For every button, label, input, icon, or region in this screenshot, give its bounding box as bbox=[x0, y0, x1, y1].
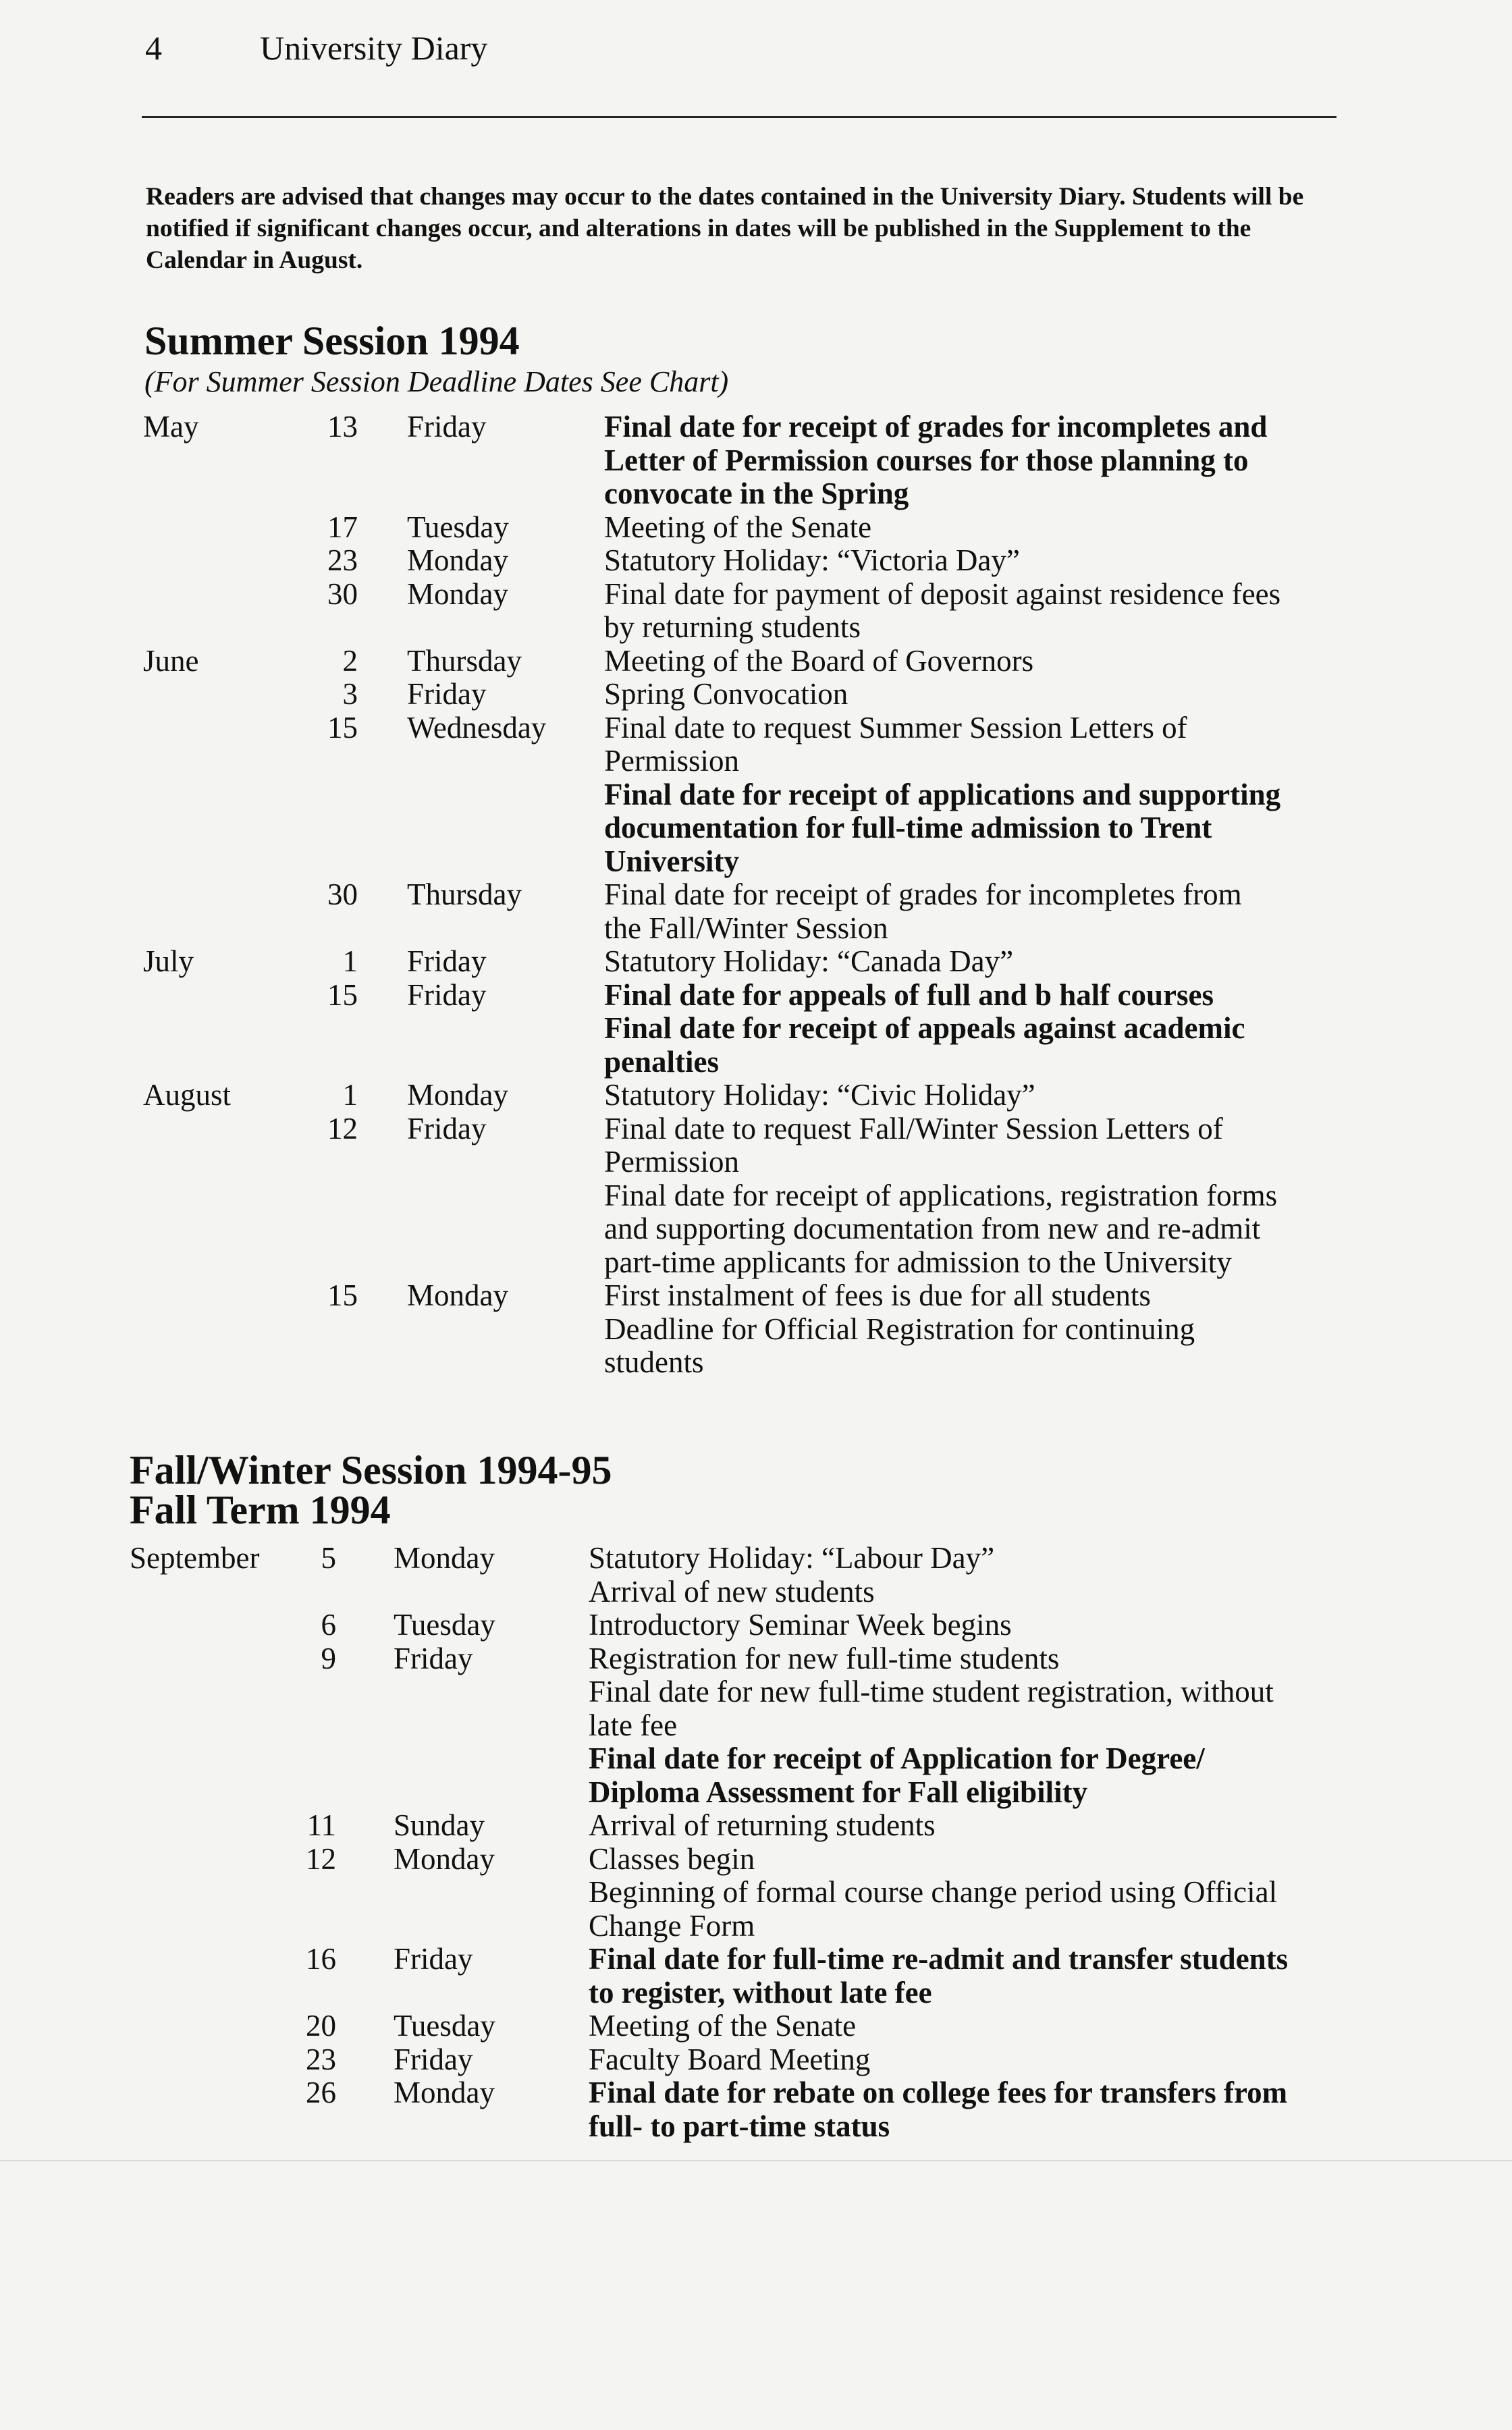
schedule-event: Final date for new full-time student registration, without late fee bbox=[589, 1675, 1274, 1742]
schedule-weekday: Thursday bbox=[407, 878, 522, 911]
schedule-event: Registration for new full-time students bbox=[589, 1641, 1060, 1675]
summer-session-title: Summer Session 1994 bbox=[144, 319, 520, 363]
fall-winter-session-title: Fall/Winter Session 1994-95 bbox=[130, 1448, 612, 1492]
schedule-day: 1 bbox=[342, 944, 358, 978]
schedule-row bbox=[0, 645, 1512, 678]
schedule-event: Final date to request Fall/Winter Session Letters of Permission bbox=[604, 1111, 1223, 1179]
schedule-row bbox=[0, 1642, 1512, 1676]
schedule-month: August bbox=[143, 1078, 232, 1112]
schedule-row bbox=[0, 1809, 1512, 1843]
schedule-row bbox=[0, 1943, 1512, 2009]
fall-term-title: Fall Term 1994 bbox=[130, 1488, 391, 1532]
schedule-event: First instalment of fees is due for all students bbox=[604, 1278, 1151, 1312]
schedule-row bbox=[0, 1179, 1512, 1280]
schedule-month: May bbox=[143, 410, 199, 443]
running-title: University Diary bbox=[260, 29, 488, 67]
schedule-row bbox=[0, 1843, 1512, 1877]
schedule-row bbox=[0, 1575, 1512, 1609]
schedule-weekday: Tuesday bbox=[407, 510, 509, 544]
schedule-row bbox=[0, 711, 1512, 778]
schedule-row bbox=[0, 1742, 1512, 1809]
schedule-day: 23 bbox=[327, 543, 358, 577]
schedule-row bbox=[0, 1079, 1512, 1112]
schedule-row bbox=[0, 511, 1512, 545]
schedule-event: Final date for receipt of applications, registration forms and supporting documentation from new and re-admit part-time applicants for admission to the University bbox=[604, 1178, 1278, 1279]
schedule-event: Final date for full-time re-admit and transfer students to register, without late fee bbox=[589, 1942, 1289, 2009]
schedule-row bbox=[0, 778, 1512, 879]
schedule-weekday: Friday bbox=[407, 977, 487, 1012]
schedule-weekday: Monday bbox=[394, 1841, 495, 1876]
readers-notice: Readers are advised that changes may occur to the dates contained in the University Diary. Students will be notified if significant changes occur, and alterations in dates will be published in the Supplement to the Calendar in August. bbox=[146, 183, 1304, 274]
schedule-day: 15 bbox=[327, 977, 358, 1012]
schedule-weekday: Monday bbox=[407, 1278, 508, 1312]
schedule-day: 26 bbox=[306, 2076, 336, 2109]
schedule-weekday: Sunday bbox=[394, 1808, 485, 1842]
schedule-event: Arrival of new students bbox=[589, 1574, 875, 1609]
schedule-weekday: Monday bbox=[407, 1078, 508, 1112]
schedule-event: Final date for receipt of grades for incompletes from the Fall/Winter Session bbox=[604, 878, 1242, 945]
schedule-day: 16 bbox=[306, 1942, 336, 1976]
schedule-event: Statutory Holiday: “Civic Holiday” bbox=[604, 1078, 1035, 1112]
schedule-row bbox=[0, 945, 1512, 979]
summer-session-subtitle: (For Summer Session Deadline Dates See Chart) bbox=[144, 365, 729, 398]
schedule-row bbox=[0, 1313, 1512, 1380]
schedule-weekday: Wednesday bbox=[407, 710, 547, 745]
schedule-row bbox=[0, 979, 1512, 1013]
page-number: 4 bbox=[145, 29, 162, 67]
schedule-event: Meeting of the Senate bbox=[604, 510, 872, 544]
schedule-day: 15 bbox=[327, 710, 358, 745]
schedule-month: July bbox=[143, 944, 194, 978]
schedule-event: Final date for payment of deposit against residence fees by returning students bbox=[604, 576, 1281, 644]
schedule-row bbox=[0, 1609, 1512, 1642]
schedule-row bbox=[0, 2009, 1512, 2043]
schedule-weekday: Friday bbox=[394, 1942, 473, 1976]
schedule-event: Meeting of the Senate bbox=[589, 2009, 857, 2043]
schedule-event: Final date for receipt of grades for incompletes and Letter of Permission courses for those planning to convocate in the Spring bbox=[604, 410, 1268, 510]
header-rule bbox=[142, 116, 1336, 118]
schedule-day: 23 bbox=[306, 2042, 336, 2076]
schedule-day: 9 bbox=[321, 1641, 336, 1675]
schedule-day: 13 bbox=[327, 410, 358, 443]
schedule-row bbox=[0, 1012, 1512, 1079]
schedule-weekday: Monday bbox=[407, 576, 508, 611]
schedule-weekday: Friday bbox=[407, 410, 487, 443]
schedule-day: 20 bbox=[306, 2009, 336, 2043]
schedule-day: 17 bbox=[327, 510, 358, 544]
schedule-row bbox=[0, 878, 1512, 945]
schedule-event: Final date to request Summer Session Letters of Permission bbox=[604, 710, 1187, 778]
schedule-weekday: Friday bbox=[394, 1641, 473, 1675]
schedule-event: Classes begin bbox=[589, 1841, 755, 1876]
schedule-row bbox=[0, 578, 1512, 645]
scan-edge bbox=[0, 2160, 1512, 2161]
schedule-event: Final date for appeals of full and b half courses bbox=[604, 977, 1214, 1012]
schedule-row bbox=[0, 678, 1512, 711]
schedule-weekday: Monday bbox=[407, 543, 508, 577]
schedule-event: Spring Convocation bbox=[604, 677, 848, 711]
schedule-row bbox=[0, 1675, 1512, 1742]
schedule-day: 30 bbox=[327, 576, 358, 611]
schedule-month: September bbox=[130, 1541, 260, 1575]
schedule-event: Statutory Holiday: “Labour Day” bbox=[589, 1541, 995, 1575]
schedule-day: 30 bbox=[327, 878, 358, 911]
schedule-event: Final date for receipt of Application for Degree/ Diploma Assessment for Fall eligibility bbox=[589, 1742, 1205, 1809]
schedule-weekday: Monday bbox=[394, 1541, 495, 1575]
schedule-row bbox=[0, 2043, 1512, 2077]
schedule-day: 5 bbox=[321, 1541, 336, 1575]
schedule-weekday: Thursday bbox=[407, 643, 522, 678]
schedule-weekday: Tuesday bbox=[394, 2009, 495, 2043]
schedule-event: Arrival of returning students bbox=[589, 1808, 936, 1842]
schedule-row bbox=[0, 1279, 1512, 1313]
schedule-row bbox=[0, 1876, 1512, 1943]
schedule-event: Final date for receipt of appeals against academic penalties bbox=[604, 1011, 1245, 1079]
schedule-event: Meeting of the Board of Governors bbox=[604, 643, 1034, 678]
schedule-row bbox=[0, 544, 1512, 578]
schedule-event: Final date for receipt of applications and supporting documentation for full-time admission to Trent University bbox=[604, 777, 1281, 878]
schedule-day: 6 bbox=[321, 1608, 336, 1642]
schedule-event: Introductory Seminar Week begins bbox=[589, 1608, 1012, 1642]
schedule-weekday: Friday bbox=[407, 677, 487, 711]
schedule-day: 15 bbox=[327, 1278, 358, 1312]
schedule-weekday: Friday bbox=[407, 944, 487, 978]
schedule-weekday: Tuesday bbox=[394, 1608, 495, 1642]
schedule-row bbox=[0, 410, 1512, 511]
schedule-day: 2 bbox=[342, 643, 358, 678]
summer-schedule bbox=[0, 410, 1512, 1380]
schedule-day: 11 bbox=[306, 1808, 336, 1842]
schedule-day: 1 bbox=[342, 1078, 358, 1112]
schedule-day: 3 bbox=[342, 677, 358, 711]
schedule-month: June bbox=[143, 643, 199, 678]
schedule-weekday: Friday bbox=[407, 1111, 487, 1145]
schedule-event: Faculty Board Meeting bbox=[589, 2042, 871, 2076]
schedule-weekday: Monday bbox=[394, 2076, 495, 2109]
page-header bbox=[145, 28, 487, 68]
schedule-row bbox=[0, 2076, 1512, 2143]
schedule-row bbox=[0, 1112, 1512, 1179]
schedule-day: 12 bbox=[327, 1111, 358, 1145]
schedule-event: Beginning of formal course change period using Official Change Form bbox=[589, 1875, 1278, 1943]
schedule-event: Final date for rebate on college fees for transfers from full- to part-time status bbox=[589, 2076, 1288, 2143]
schedule-row bbox=[0, 1542, 1512, 1575]
fall-schedule bbox=[0, 1542, 1512, 2143]
schedule-day: 12 bbox=[306, 1841, 336, 1876]
schedule-event: Statutory Holiday: “Victoria Day” bbox=[604, 543, 1020, 577]
schedule-weekday: Friday bbox=[394, 2042, 473, 2076]
schedule-event: Deadline for Official Registration for continuing students bbox=[604, 1312, 1195, 1379]
schedule-event: Statutory Holiday: “Canada Day” bbox=[604, 944, 1014, 978]
